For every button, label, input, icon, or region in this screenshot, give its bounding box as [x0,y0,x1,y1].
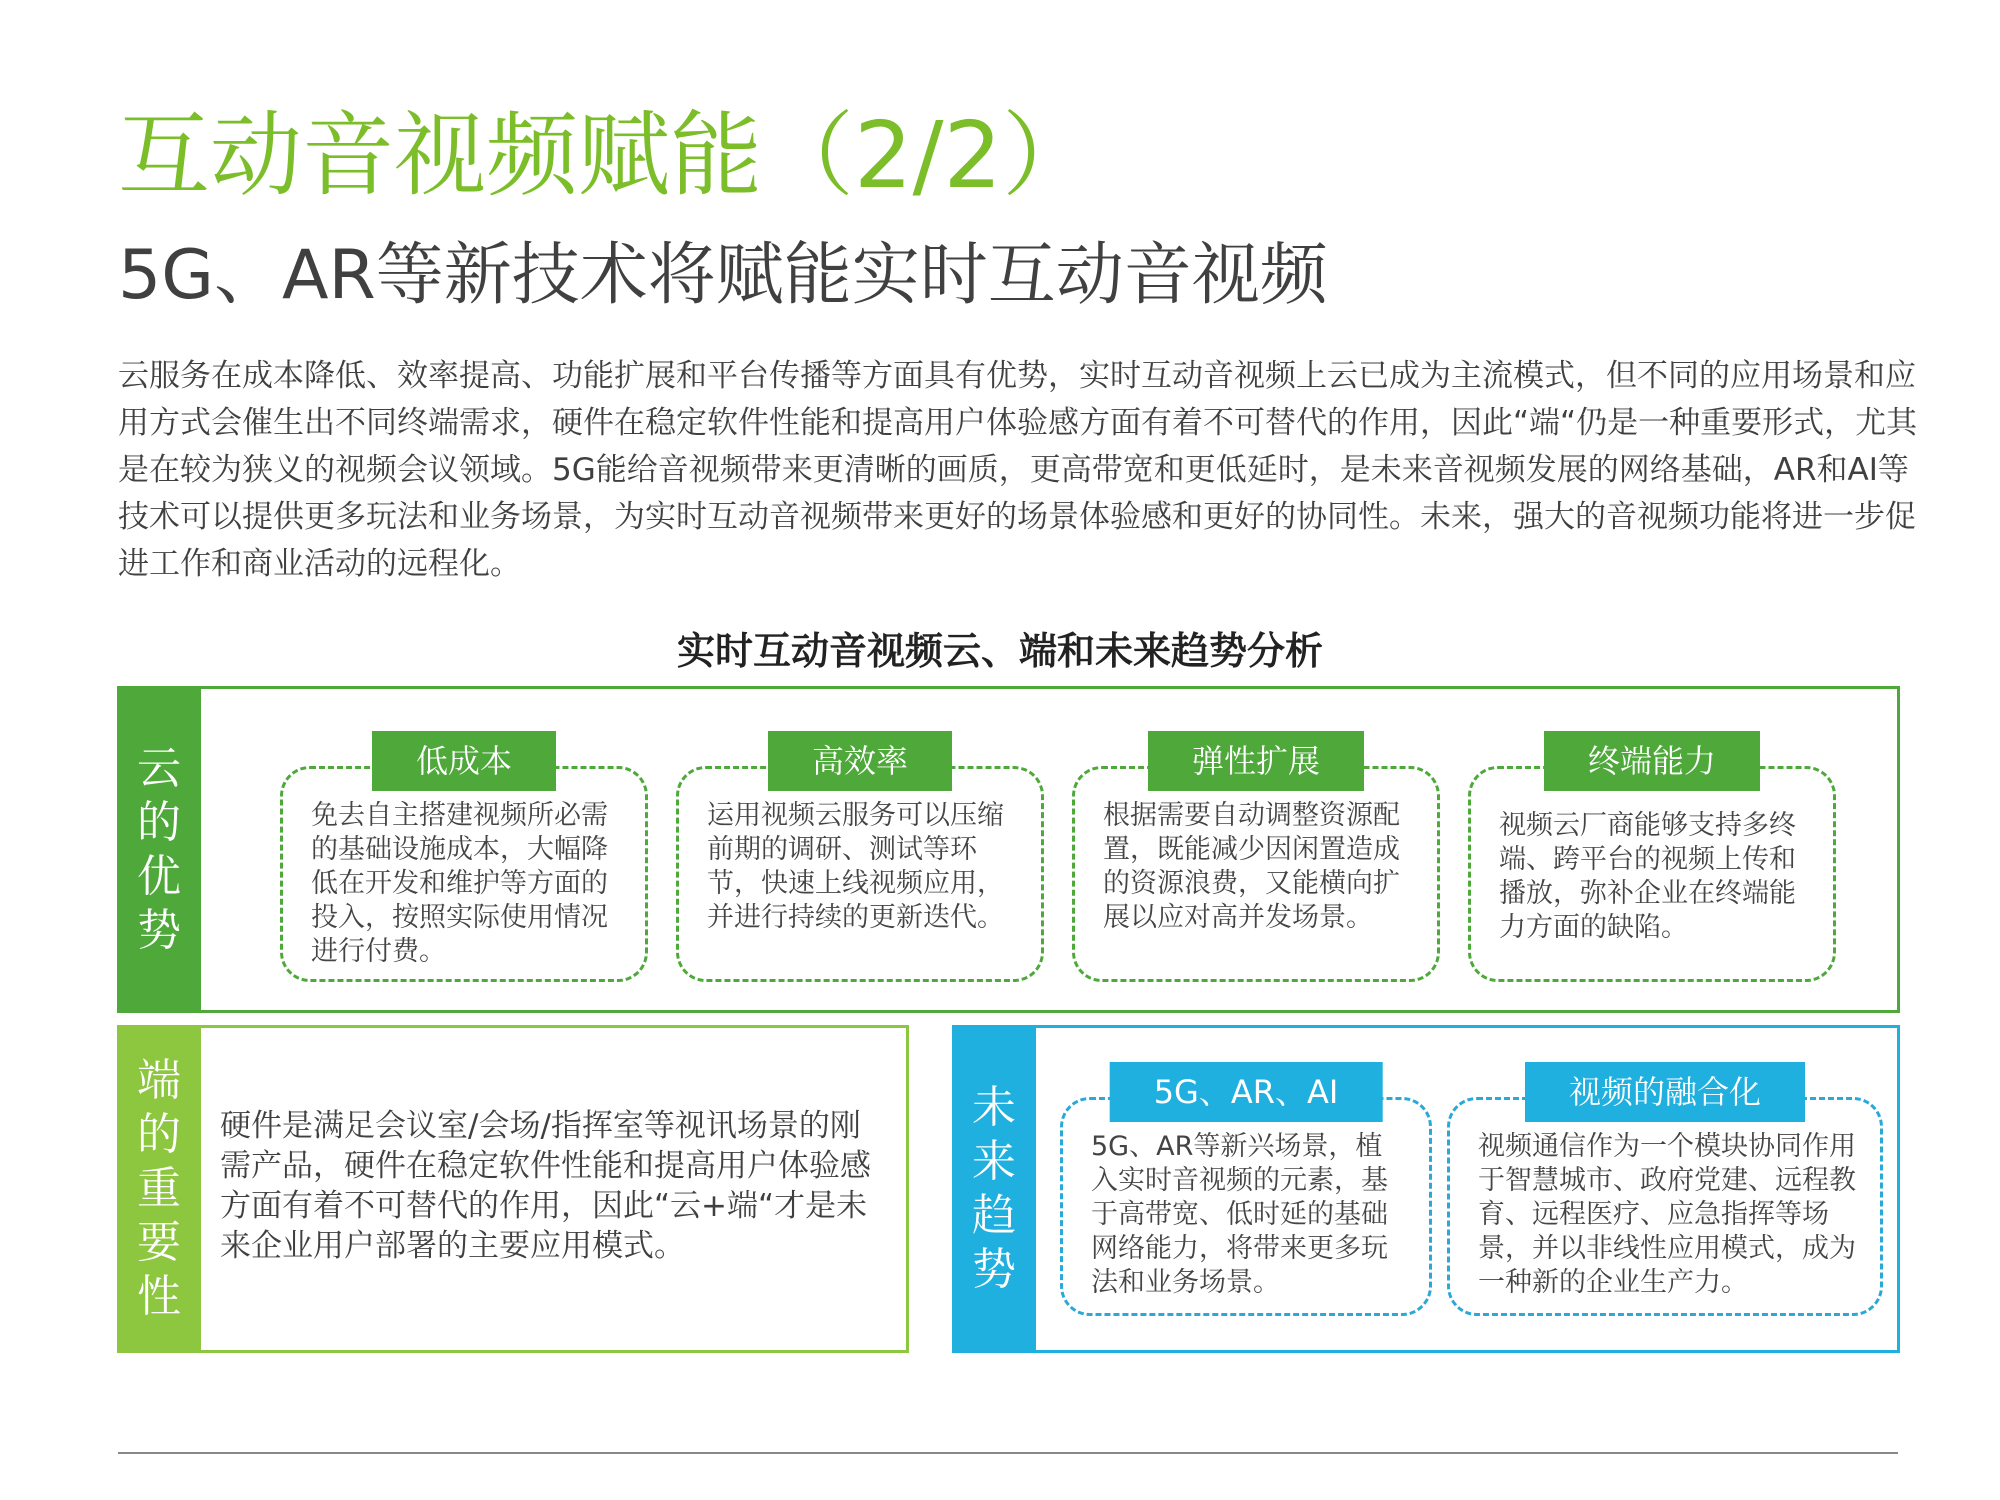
card-tag: 终端能力 [1544,731,1760,791]
future-trends-label [952,1025,1036,1353]
card-text: 5G、AR等新兴场景，植入实时音视频的元素，基于高带宽、低时延的基础网络能力，将带来更多玩法和业务场景。 [1091,1131,1388,1298]
cloud-advantages-panel [117,686,1900,1013]
card-text: 运用视频云服务可以压缩前期的调研、测试等环节，快速上线视频应用，并进行持续的更新迭代。 [707,800,1004,933]
label-char: 势 [137,904,181,956]
label-char: 云 [137,742,181,794]
page-subtitle: 5G、AR等新技术将赋能实时互动音视频 [118,236,1328,315]
label-char: 趋 [972,1190,1016,1241]
future-trends-panel [952,1025,1900,1353]
page-title: 互动音视频赋能（2/2） [118,102,1095,209]
card-text: 视频通信作为一个模块协同作用于智慧城市、政府党建、远程教育、远程医疗、应急指挥等场景，并以非线性应用模式，成为一种新的企业生产力。 [1478,1131,1856,1298]
intro-paragraph: 云服务在成本降低、效率提高、功能扩展和平台传播等方面具有优势，实时互动音视频上云已成为主流模式，但不同的应用场景和应用方式会催生出不同终端需求，硬件在稳定软件性能和提高用户体验感方面有着不可替代的作用，因此“端“仍是一种重要形式，尤其是在较为狭义的视频会议领域。5G能给音视频带来更清晰的画质，更高带宽和更低延时，是未来音视频发展的网络基础，AR和AI等技术可以提供更多玩法和业务场景，为实时互动音视频带来更好的场景体验感和更好的协同性。未来，强大的音视频功能将进一步促进工作和商业活动的远程化。 [118,358,1918,582]
card-tag: 视频的融合化 [1525,1062,1805,1122]
card-text: 视频云厂商能够支持多终端、跨平台的视频上传和播放，弥补企业在终端能力方面的缺陷。 [1499,810,1796,943]
label-char: 未 [972,1082,1016,1133]
cloud-advantages-label [117,686,201,1013]
label-char: 势 [972,1244,1016,1295]
card-text: 免去自主搭建视频所必需的基础设施成本，大幅降低在开发和维护等方面的投入，按照实际使用情况进行付费。 [311,800,608,967]
trend-card-video-fusion [1447,1073,1883,1316]
label-char: 重 [137,1163,181,1214]
terminal-importance-text: 硬件是满足会议室/会场/指挥室等视讯场景的刚需产品，硬件在稳定软件性能和提高用户体验感方面有着不可替代的作用，因此“云+端“才是未来企业用户部署的主要应用模式。 [220,1108,871,1264]
label-char: 优 [137,850,181,902]
diagram-title: 实时互动音视频云、端和未来趋势分析 [676,629,1323,673]
terminal-importance-panel [117,1025,909,1353]
label-char: 的 [137,1109,181,1160]
label-char: 来 [972,1136,1016,1187]
footer-divider [118,1452,1898,1454]
terminal-importance-label [117,1025,201,1353]
card-text: 根据需要自动调整资源配置，既能减少因闲置造成的资源浪费，又能横向扩展以应对高并发场景。 [1103,800,1400,933]
card-tag: 高效率 [768,731,952,791]
label-char: 的 [137,796,181,848]
label-char: 端 [137,1055,181,1106]
card-tag: 弹性扩展 [1148,731,1364,791]
trend-card-5g-ar-ai [1060,1073,1432,1316]
advantage-card-elastic-scaling [1072,742,1440,982]
advantage-card-low-cost [280,742,648,982]
label-char: 要 [137,1217,181,1268]
advantage-card-terminal-capability [1468,742,1836,982]
advantage-card-high-efficiency [676,742,1044,982]
label-char: 性 [137,1271,181,1322]
card-tag: 5G、AR、AI [1110,1062,1383,1122]
card-tag: 低成本 [372,731,556,791]
